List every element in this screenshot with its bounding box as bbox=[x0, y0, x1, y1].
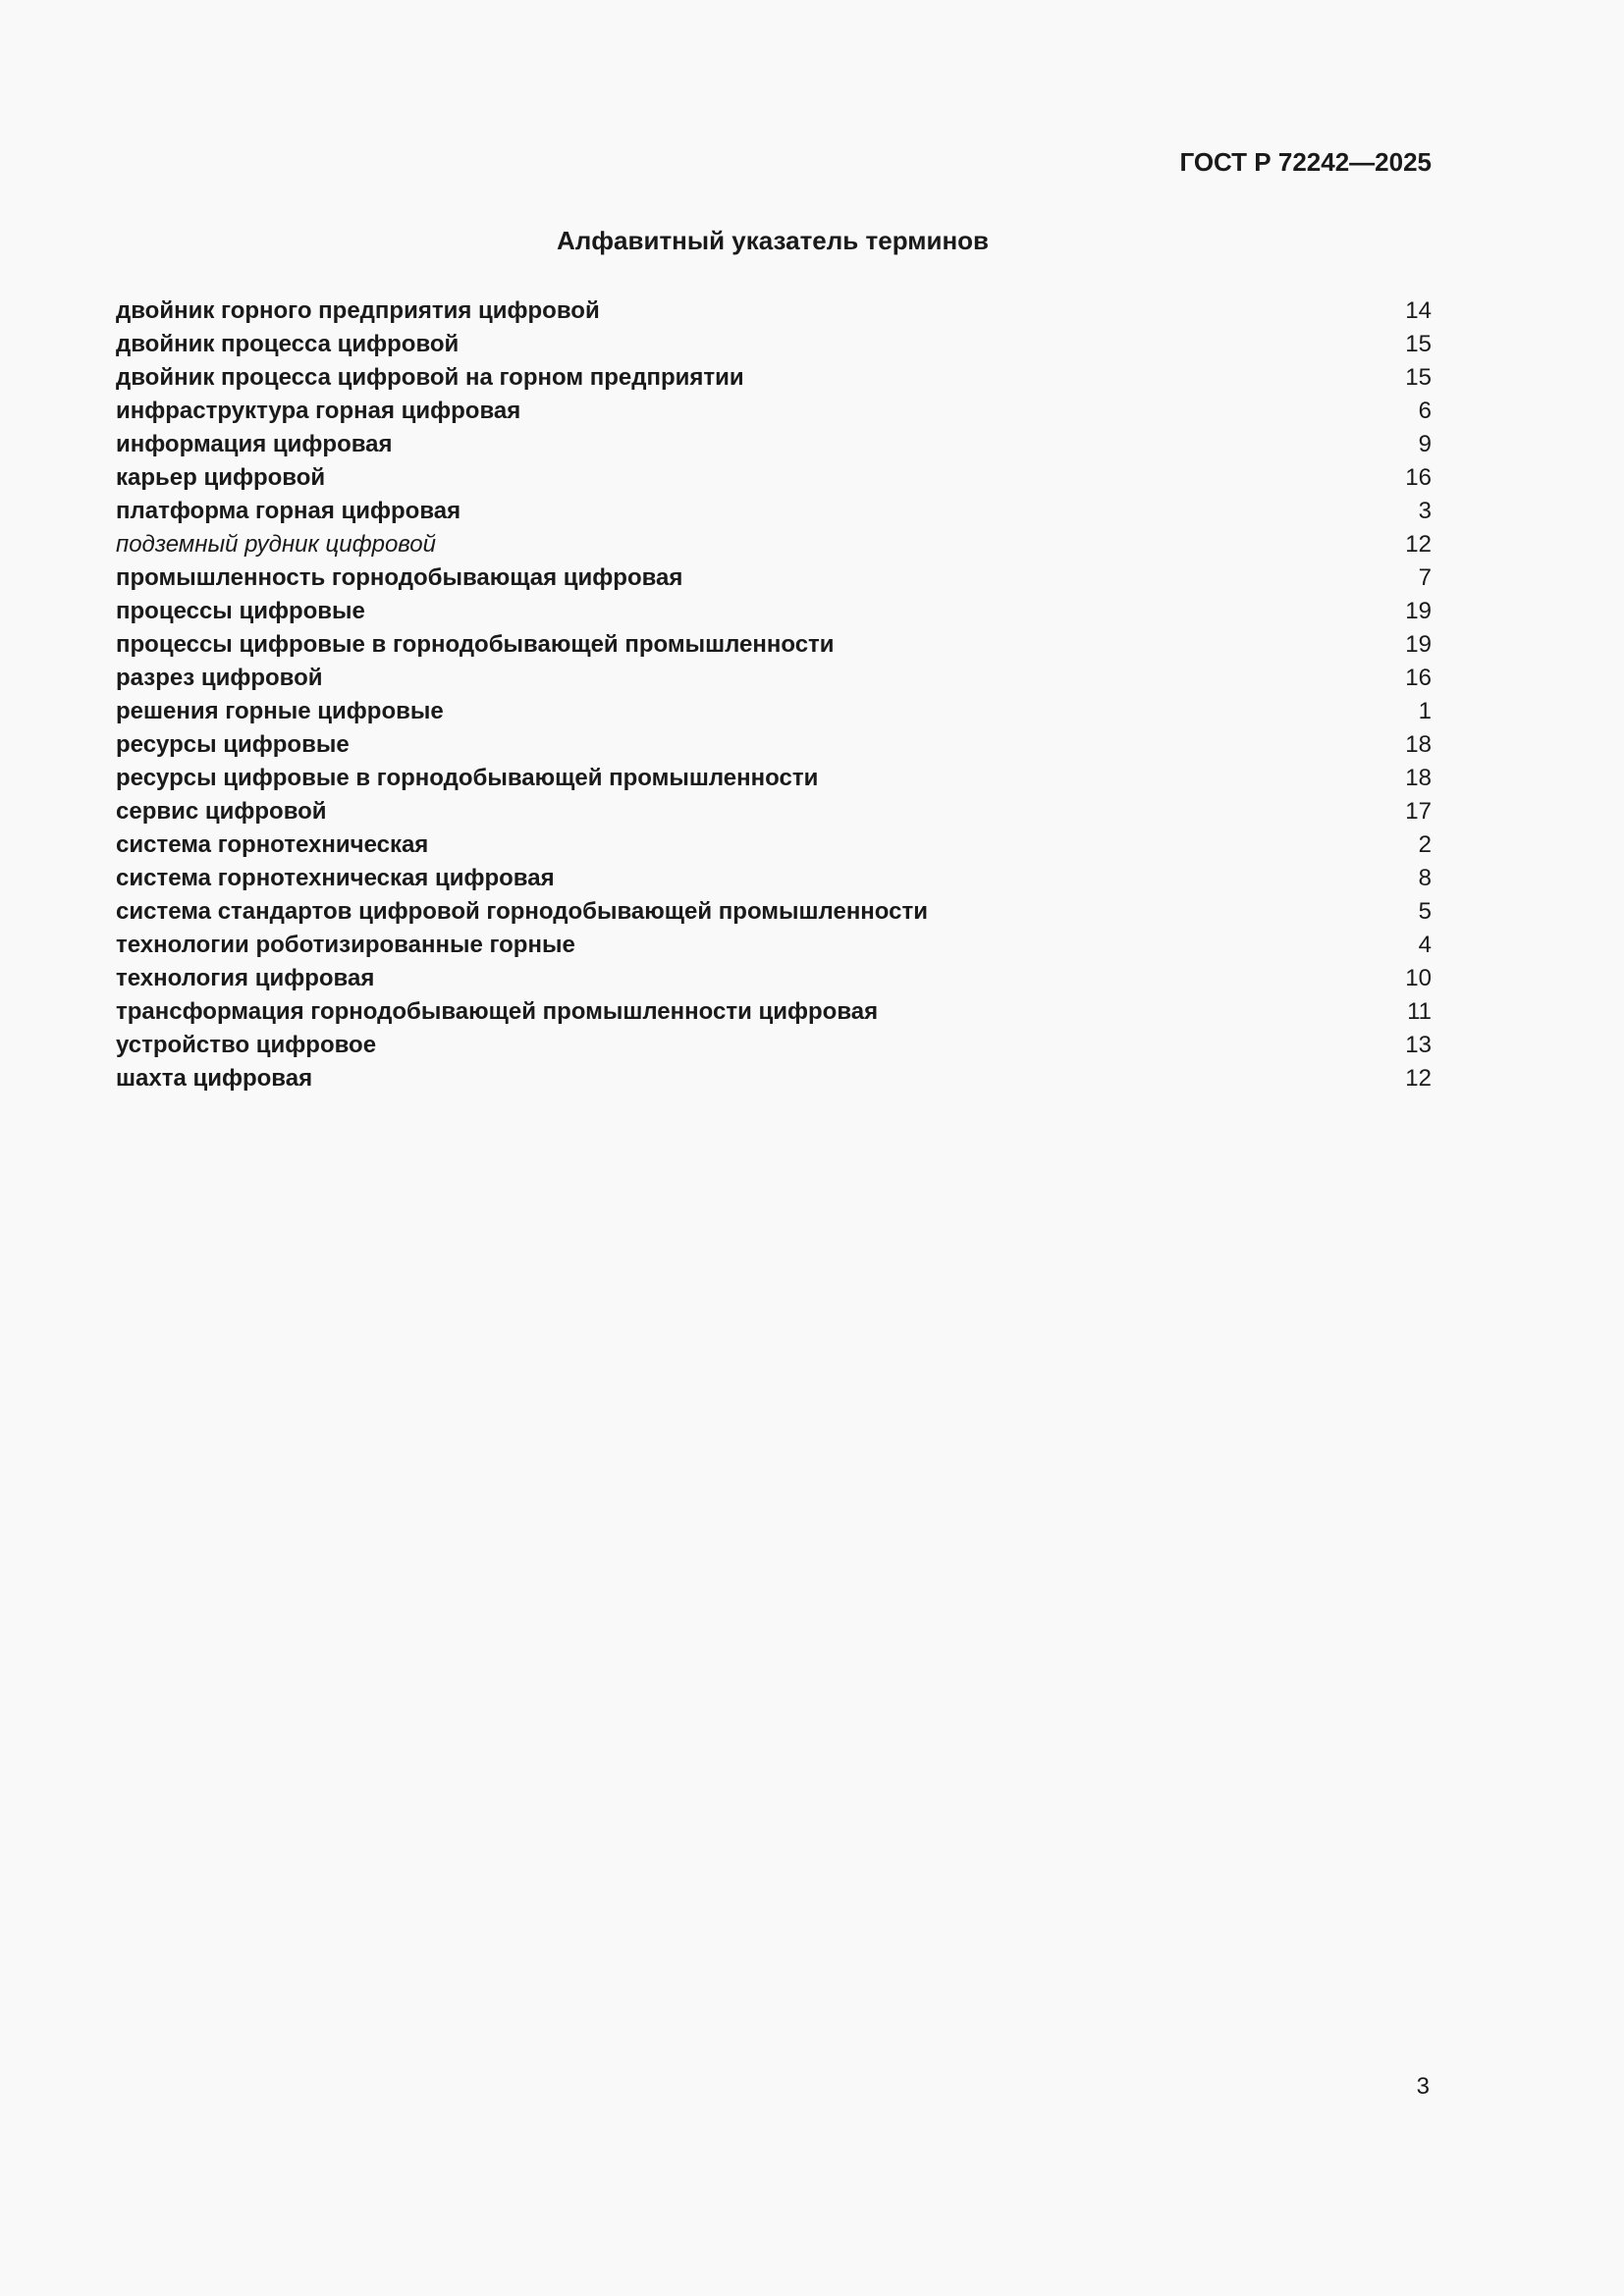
index-entry bbox=[116, 428, 1432, 461]
index-term-number: 12 bbox=[1405, 531, 1432, 558]
index-term-number: 2 bbox=[1418, 831, 1432, 858]
index-term-number: 16 bbox=[1405, 464, 1432, 491]
index-term: подземный рудник цифровой bbox=[116, 531, 437, 558]
index-term-number: 1 bbox=[1418, 698, 1432, 724]
index-entry bbox=[116, 929, 1432, 962]
index-entry bbox=[116, 895, 1432, 929]
index-term-number: 15 bbox=[1405, 331, 1432, 357]
index-term-number: 6 bbox=[1418, 398, 1432, 424]
index-term: шахта цифровая bbox=[116, 1065, 313, 1092]
index-term: двойник процесса цифровой на горном предприятии bbox=[116, 364, 744, 391]
index-title: Алфавитный указатель терминов bbox=[556, 226, 990, 255]
index-term-number: 18 bbox=[1405, 765, 1432, 791]
index-term-number: 7 bbox=[1418, 564, 1432, 591]
index-term-number: 8 bbox=[1418, 865, 1432, 891]
index-term: промышленность горнодобывающая цифровая bbox=[116, 564, 683, 591]
index-entry bbox=[116, 528, 1432, 561]
index-term: ресурсы цифровые в горнодобывающей промышленности bbox=[116, 765, 819, 791]
index-term: процессы цифровые bbox=[116, 598, 365, 624]
index-term-number: 19 bbox=[1405, 598, 1432, 624]
index-entry bbox=[116, 795, 1432, 828]
index-term: карьер цифровой bbox=[116, 464, 326, 491]
page-number: 3 bbox=[1416, 2073, 1430, 2100]
index-entry bbox=[116, 294, 1432, 328]
index-term: технологии роботизированные горные bbox=[116, 932, 575, 958]
index-entry bbox=[116, 862, 1432, 895]
index-term: система горнотехническая цифровая bbox=[116, 865, 555, 891]
index-term: двойник горного предприятия цифровой bbox=[116, 297, 600, 324]
index-entry bbox=[116, 628, 1432, 662]
index-term-number: 14 bbox=[1405, 297, 1432, 324]
index-entry bbox=[116, 395, 1432, 428]
index-term-number: 4 bbox=[1418, 932, 1432, 958]
index-term: технология цифровая bbox=[116, 965, 375, 991]
index-term-number: 12 bbox=[1405, 1065, 1432, 1092]
index-entry bbox=[116, 828, 1432, 862]
term-index-list bbox=[116, 294, 1432, 1095]
index-term: система стандартов цифровой горнодобывающей промышленности bbox=[116, 898, 929, 925]
index-term-number: 16 bbox=[1405, 665, 1432, 691]
index-term: инфраструктура горная цифровая bbox=[116, 398, 521, 424]
index-term: сервис цифровой bbox=[116, 798, 327, 825]
index-entry bbox=[116, 995, 1432, 1029]
index-term: решения горные цифровые bbox=[116, 698, 444, 724]
index-term-number: 5 bbox=[1418, 898, 1432, 925]
index-term-number: 19 bbox=[1405, 631, 1432, 658]
index-term: устройство цифровое bbox=[116, 1032, 377, 1058]
index-entry bbox=[116, 762, 1432, 795]
index-term-number: 3 bbox=[1418, 498, 1432, 524]
index-term: разрез цифровой bbox=[116, 665, 323, 691]
index-entry bbox=[116, 1062, 1432, 1095]
index-term: трансформация горнодобывающей промышленности цифровая bbox=[116, 998, 879, 1025]
index-entry bbox=[116, 962, 1432, 995]
index-entry bbox=[116, 595, 1432, 628]
index-term: платформа горная цифровая bbox=[116, 498, 461, 524]
index-entry bbox=[116, 461, 1432, 495]
index-entry bbox=[116, 728, 1432, 762]
index-entry bbox=[116, 328, 1432, 361]
index-entry bbox=[116, 561, 1432, 595]
index-term: система горнотехническая bbox=[116, 831, 429, 858]
index-term-number: 11 bbox=[1407, 998, 1432, 1025]
index-term: информация цифровая bbox=[116, 431, 393, 457]
document-code: ГОСТ Р 72242—2025 bbox=[1179, 147, 1432, 177]
index-term-number: 10 bbox=[1405, 965, 1432, 991]
index-term-number: 18 bbox=[1405, 731, 1432, 758]
index-term-number: 13 bbox=[1405, 1032, 1432, 1058]
index-entry bbox=[116, 695, 1432, 728]
index-entry bbox=[116, 495, 1432, 528]
index-term: процессы цифровые в горнодобывающей промышленности bbox=[116, 631, 835, 658]
index-entry bbox=[116, 361, 1432, 395]
index-term: ресурсы цифровые bbox=[116, 731, 350, 758]
index-term-number: 17 bbox=[1405, 798, 1432, 825]
index-term: двойник процесса цифровой bbox=[116, 331, 460, 357]
index-term-number: 9 bbox=[1418, 431, 1432, 457]
index-entry bbox=[116, 662, 1432, 695]
index-entry bbox=[116, 1029, 1432, 1062]
index-term-number: 15 bbox=[1405, 364, 1432, 391]
